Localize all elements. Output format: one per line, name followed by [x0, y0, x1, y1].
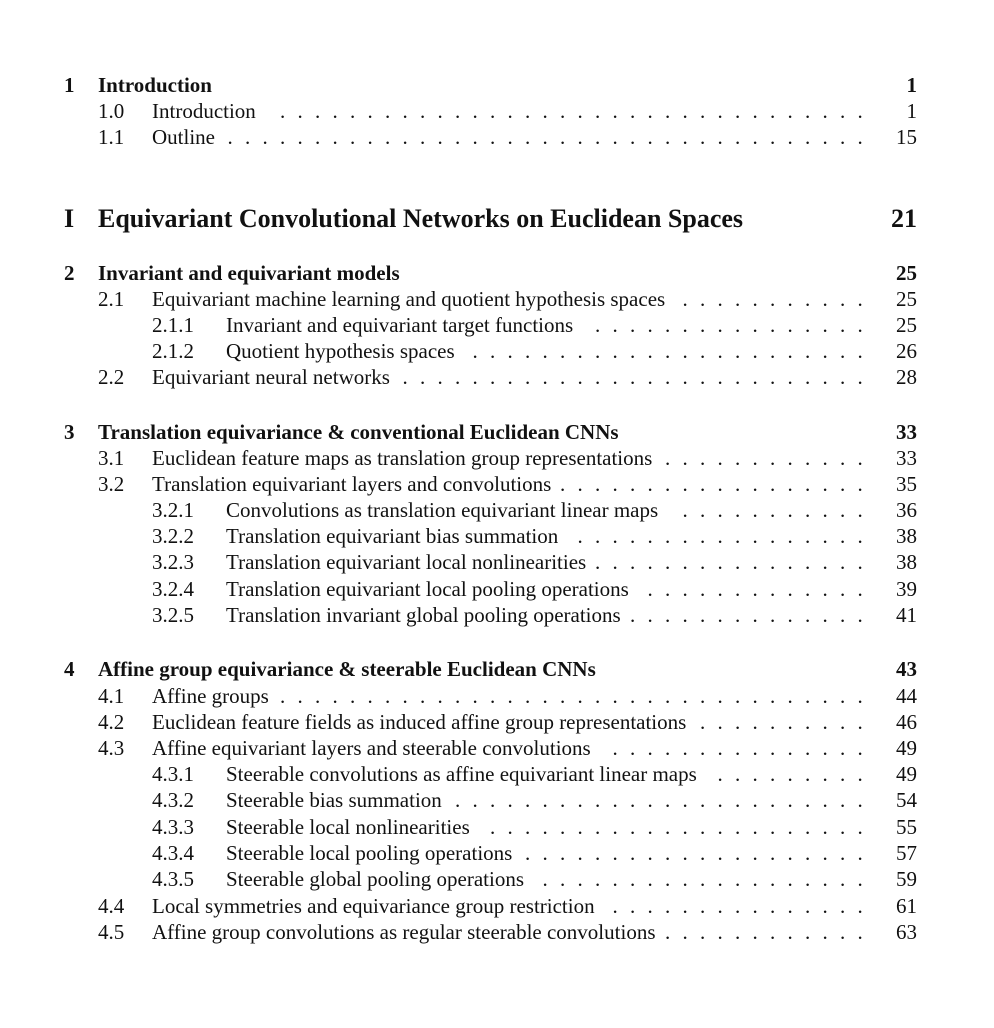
toc-entry-subsection[interactable] — [0, 497, 994, 523]
toc-entry-number: 4.3.2 — [152, 788, 194, 812]
toc-entry-subsection[interactable] — [0, 523, 994, 549]
toc-entry-number: 3.2.1 — [152, 498, 194, 522]
toc-dot-leader: . . . . . . . . . . . . . . . . — [595, 313, 863, 337]
toc-entry-section[interactable] — [0, 709, 994, 735]
toc-entry-title: Translation equivariant local pooling operations — [226, 577, 629, 601]
toc-entry-chapter[interactable] — [0, 656, 994, 682]
toc-entry-section[interactable] — [0, 919, 994, 945]
toc-entry-number: 4.3.1 — [152, 762, 194, 786]
toc-entry-title: Convolutions as translation equivariant linear maps — [226, 498, 659, 522]
toc-entry-page: 25 — [896, 287, 917, 311]
toc-entry-subsection[interactable] — [0, 866, 994, 892]
toc-entry-number: 1 — [64, 73, 75, 97]
toc-entry-number: 4.4 — [98, 894, 125, 918]
toc-entry-title: Equivariant Convolutional Networks on Euclidean Spaces — [98, 204, 744, 233]
toc-entry-page: 25 — [896, 261, 917, 285]
toc-entry-title: Quotient hypothesis spaces — [226, 339, 455, 363]
toc-entry-number: 3.2 — [98, 472, 125, 496]
toc-entry-title: Invariant and equivariant target functions — [226, 313, 574, 337]
toc-entry-title: Equivariant neural networks — [152, 365, 390, 389]
toc-entry-subsection[interactable] — [0, 840, 994, 866]
toc-entry-page: 1 — [906, 73, 917, 97]
toc-entry-page: 33 — [896, 446, 917, 470]
toc-entry-section[interactable] — [0, 893, 994, 919]
toc-dot-leader: . . . . . . . . . . . . — [665, 446, 863, 470]
toc-entry-title: Steerable local nonlinearities — [226, 815, 470, 839]
toc-entry-section[interactable] — [0, 124, 994, 150]
toc-entry-page: 26 — [896, 339, 917, 363]
toc-dot-leader: . . . . . . . . . . . . . . — [630, 603, 863, 627]
toc-dot-leader: . . . . . . . . . . . . . — [647, 577, 863, 601]
toc-entry-section[interactable] — [0, 471, 994, 497]
toc-dot-leader: . . . . . . . . . . . . . . . . . . . . . . . — [472, 339, 863, 363]
toc-entry-page: 35 — [896, 472, 917, 496]
toc-entry-title: Affine group equivariance & steerable Euclidean CNNs — [98, 657, 596, 681]
toc-entry-title: Outline — [152, 125, 215, 149]
toc-entry-number: 1.1 — [98, 125, 125, 149]
toc-dot-leader: . . . . . . . . . . . . . . . . . . . . — [525, 841, 863, 865]
toc-entry-section[interactable] — [0, 98, 994, 124]
toc-entry-number: 4.3.3 — [152, 815, 194, 839]
toc-dot-leader: . . . . . . . . . . . . . . . . . . . . . . . . . . . . . . . . . . . . . — [227, 125, 863, 149]
toc-entry-title: Translation equivariant bias summation — [226, 524, 559, 548]
toc-entry-page: 38 — [896, 550, 917, 574]
toc-dot-leader: . . . . . . . . . . . . . . . . . . . . . . . . . . . . . . . . . . — [280, 684, 863, 708]
toc-entry-number: 2.1 — [98, 287, 125, 311]
toc-entry-section[interactable] — [0, 364, 994, 390]
toc-entry-subsection[interactable] — [0, 787, 994, 813]
toc-entry-section[interactable] — [0, 683, 994, 709]
toc-entry-page: 63 — [896, 920, 917, 944]
toc-entry-title: Introduction — [152, 99, 256, 123]
toc-entry-subsection[interactable] — [0, 549, 994, 575]
toc-entry-title: Affine equivariant layers and steerable convolutions — [152, 736, 591, 760]
toc-entry-number: I — [64, 204, 75, 233]
toc-entry-page: 39 — [896, 577, 917, 601]
toc-entry-page: 57 — [896, 841, 917, 865]
toc-entry-subsection[interactable] — [0, 312, 994, 338]
toc-entry-number: 3.2.2 — [152, 524, 194, 548]
toc-entry-title: Steerable global pooling operations — [226, 867, 525, 891]
toc-dot-leader: . . . . . . . . . . . . — [665, 920, 863, 944]
toc-dot-leader: . . . . . . . . . . . . . . . . . . . — [542, 867, 863, 891]
toc-entry-number: 3.2.3 — [152, 550, 194, 574]
toc-entry-page: 43 — [896, 657, 917, 681]
toc-entry-title: Invariant and equivariant models — [98, 261, 400, 285]
toc-entry-number: 4.1 — [98, 684, 125, 708]
toc-entry-title: Euclidean feature fields as induced affine group representations — [152, 710, 687, 734]
toc-entry-page: 21 — [891, 204, 917, 233]
toc-entry-title: Introduction — [98, 73, 212, 97]
toc-entry-title: Euclidean feature maps as translation group representations — [152, 446, 653, 470]
toc-entry-page: 15 — [896, 125, 917, 149]
toc-entry-page: 38 — [896, 524, 917, 548]
toc-entry-subsection[interactable] — [0, 338, 994, 364]
toc-entry-number: 3 — [64, 420, 75, 444]
toc-entry-title: Steerable bias summation — [226, 788, 442, 812]
toc-entry-section[interactable] — [0, 445, 994, 471]
toc-entry-title: Equivariant machine learning and quotient hypothesis spaces — [152, 287, 666, 311]
toc-dot-leader: . . . . . . . . . . . . . . . . . . — [560, 472, 863, 496]
toc-entry-page: 54 — [896, 788, 917, 812]
toc-dot-leader: . . . . . . . . . . . . . . . . . — [577, 524, 863, 548]
toc-entry-title: Translation equivariant layers and convolutions — [152, 472, 552, 496]
toc-dot-leader: . . . . . . . . . . . . . . . . — [595, 550, 863, 574]
toc-entry-title: Affine groups — [152, 684, 269, 708]
toc-entry-title: Affine group convolutions as regular steerable convolutions — [152, 920, 656, 944]
toc-entry-section[interactable] — [0, 735, 994, 761]
toc-entry-title: Translation invariant global pooling operations — [226, 603, 621, 627]
toc-entry-number: 2.1.2 — [152, 339, 194, 363]
toc-entry-chapter[interactable] — [0, 260, 994, 286]
toc-entry-page: 1 — [906, 99, 917, 123]
toc-entry-page: 49 — [896, 762, 917, 786]
toc-entry-chapter[interactable] — [0, 72, 994, 98]
toc-entry-number: 4.3.5 — [152, 867, 194, 891]
toc-entry-page: 59 — [896, 867, 917, 891]
toc-entry-number: 4 — [64, 657, 75, 681]
toc-entry-subsection[interactable] — [0, 814, 994, 840]
toc-entry-title: Local symmetries and equivariance group restriction — [152, 894, 595, 918]
toc-entry-number: 4.3 — [98, 736, 125, 760]
toc-entry-number: 2.1.1 — [152, 313, 194, 337]
toc-entry-number: 4.3.4 — [152, 841, 194, 865]
toc-dot-leader: . . . . . . . . . . . . . . . . . . . . . . . . — [455, 788, 863, 812]
toc-entry-subsection[interactable] — [0, 576, 994, 602]
toc-dot-leader: . . . . . . . . . — [717, 762, 863, 786]
toc-entry-title: Steerable convolutions as affine equivariant linear maps — [226, 762, 697, 786]
toc-dot-leader: . . . . . . . . . . — [700, 710, 863, 734]
toc-entry-number: 2 — [64, 261, 75, 285]
toc-entry-title: Translation equivariance & conventional Euclidean CNNs — [98, 420, 619, 444]
toc-entry-part[interactable] — [0, 202, 994, 236]
toc-entry-number: 3.2.5 — [152, 603, 194, 627]
toc-entry-page: 46 — [896, 710, 917, 734]
toc-entry-page: 61 — [896, 894, 917, 918]
toc-dot-leader: . . . . . . . . . . . . . . . . . . . . . . — [490, 815, 863, 839]
toc-entry-number: 2.2 — [98, 365, 125, 389]
toc-entry-title: Translation equivariant local nonlinearities — [226, 550, 587, 574]
toc-entry-page: 44 — [896, 684, 917, 708]
toc-entry-page: 49 — [896, 736, 917, 760]
toc-entry-page: 28 — [896, 365, 917, 389]
toc-dot-leader: . . . . . . . . . . . . . . . . . . . . . . . . . . . . . . . . . . — [280, 99, 863, 123]
toc-entry-number: 3.2.4 — [152, 577, 194, 601]
toc-entry-number: 4.2 — [98, 710, 125, 734]
toc-dot-leader: . . . . . . . . . . . — [682, 287, 863, 311]
toc-dot-leader: . . . . . . . . . . . . . . . . . . . . . . . . . . . — [402, 365, 863, 389]
toc-entry-page: 33 — [896, 420, 917, 444]
toc-dot-leader: . . . . . . . . . . . . . . . — [612, 736, 863, 760]
toc-entry-number: 4.5 — [98, 920, 125, 944]
toc-entry-number: 3.1 — [98, 446, 125, 470]
toc-entry-page: 36 — [896, 498, 917, 522]
toc-entry-page: 41 — [896, 603, 917, 627]
toc-entry-number: 1.0 — [98, 99, 125, 123]
toc-dot-leader: . . . . . . . . . . . . . . . — [612, 894, 863, 918]
toc-entry-page: 55 — [896, 815, 917, 839]
toc-entry-page: 25 — [896, 313, 917, 337]
toc-entry-section[interactable] — [0, 286, 994, 312]
toc-dot-leader: . . . . . . . . . . . — [682, 498, 863, 522]
toc-entry-chapter[interactable] — [0, 419, 994, 445]
toc-entry-subsection[interactable] — [0, 602, 994, 628]
toc-entry-title: Steerable local pooling operations — [226, 841, 513, 865]
toc-entry-subsection[interactable] — [0, 761, 994, 787]
